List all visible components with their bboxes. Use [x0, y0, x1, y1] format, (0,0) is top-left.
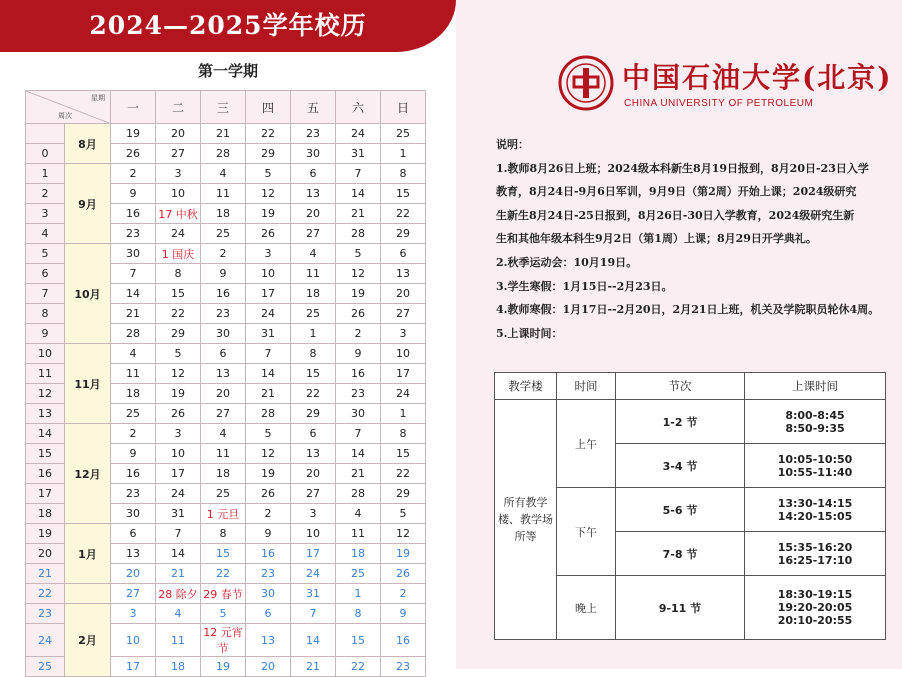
calendar-day: 26 — [246, 224, 291, 244]
calendar-day: 1 国庆 — [156, 244, 201, 264]
calendar-day: 9 — [381, 604, 426, 624]
calendar-day: 27 — [381, 304, 426, 324]
calendar-day: 26 — [246, 484, 291, 504]
calendar-day: 2 — [111, 164, 156, 184]
calendar-week-row — [26, 164, 426, 184]
time-range: 8:50-9:35 — [785, 421, 845, 435]
calendar-day: 30 — [246, 584, 291, 604]
calendar-day: 20 — [246, 657, 291, 677]
week-number: 13 — [26, 404, 65, 424]
calendar-day: 11 — [291, 264, 336, 284]
time-range: 10:05-10:50 — [777, 452, 853, 466]
calendar-day: 20 — [201, 384, 246, 404]
notes-line: 5.上课时间： — [496, 326, 563, 340]
calendar-day: 14 — [336, 184, 381, 204]
month-label: 1月 — [65, 524, 111, 584]
week-number: 12 — [26, 384, 65, 404]
calendar-day: 16 — [111, 464, 156, 484]
calendar-day: 14 — [246, 364, 291, 384]
calendar-day: 3 — [156, 424, 201, 444]
calendar-day: 10 — [381, 344, 426, 364]
notes-line: 生新生8月24日-25日报到，8月26日-30日入学教育，2024级研究生新 — [496, 208, 855, 222]
week-number: 1 — [26, 164, 65, 184]
calendar-day: 11 — [156, 624, 201, 657]
calendar-day: 21 — [201, 124, 246, 144]
calendar-day: 10 — [156, 444, 201, 464]
calendar-day: 25 — [291, 304, 336, 324]
calendar-day: 23 — [201, 304, 246, 324]
calendar-day: 17 — [246, 284, 291, 304]
calendar-day: 13 — [246, 624, 291, 657]
notes-line: 教育，8月24日-9月6日军训，9月9日（第2周）开始上课；2024级研究 — [496, 185, 857, 199]
calendar-week-row — [26, 524, 426, 544]
section-cell: 3-4 节 — [616, 444, 745, 488]
week-number: 22 — [26, 584, 65, 604]
calendar-day: 30 — [201, 324, 246, 344]
calendar-day: 12 — [381, 524, 426, 544]
calendar-week-row — [26, 424, 426, 444]
period-cell: 上午 — [557, 400, 616, 488]
calendar-day: 3 — [291, 504, 336, 524]
month-label: 9月 — [65, 164, 111, 244]
calendar-day: 4 — [336, 504, 381, 524]
semester-title: 第一学期 — [197, 62, 258, 80]
time-cell — [745, 532, 886, 576]
time-range: 16:25-17:10 — [777, 553, 853, 567]
week-number: 15 — [26, 444, 65, 464]
calendar-day: 28 — [336, 484, 381, 504]
calendar-day: 22 — [381, 464, 426, 484]
calendar-day: 18 — [111, 384, 156, 404]
calendar-day: 13 — [291, 184, 336, 204]
calendar-week-row — [26, 344, 426, 364]
calendar-day: 7 — [111, 264, 156, 284]
week-number: 17 — [26, 484, 65, 504]
calendar-day: 4 — [201, 424, 246, 444]
calendar-day: 18 — [201, 464, 246, 484]
calendar-day: 8 — [336, 604, 381, 624]
weekday-header: 五 — [291, 91, 336, 124]
page-title: 2024—2025学年校历 — [89, 11, 367, 40]
calendar-day: 29 — [156, 324, 201, 344]
calendar-day: 20 — [156, 124, 201, 144]
weekday-header: 二 — [156, 91, 201, 124]
calendar-day: 8 — [291, 344, 336, 364]
calendar-day: 15 — [381, 184, 426, 204]
calendar-day: 24 — [156, 484, 201, 504]
weekday-header: 三 — [201, 91, 246, 124]
week-number: 20 — [26, 544, 65, 564]
calendar-day: 24 — [156, 224, 201, 244]
calendar-day: 21 — [111, 304, 156, 324]
calendar-day: 25 — [381, 124, 426, 144]
calendar-day: 1 元旦 — [201, 504, 246, 524]
calendar-day: 19 — [336, 284, 381, 304]
time-range: 10:55-11:40 — [777, 465, 853, 479]
calendar-day: 10 — [111, 624, 156, 657]
week-number: 5 — [26, 244, 65, 264]
calendar-day: 26 — [156, 404, 201, 424]
calendar-day: 21 — [291, 657, 336, 677]
calendar-day: 7 — [246, 344, 291, 364]
calendar-day: 18 — [156, 657, 201, 677]
weekday-header: 六 — [336, 91, 381, 124]
week-number: 10 — [26, 344, 65, 364]
schedule-header: 上课时间 — [745, 373, 886, 400]
calendar-day: 7 — [291, 604, 336, 624]
calendar-day: 2 — [246, 504, 291, 524]
calendar-day: 23 — [336, 384, 381, 404]
calendar-day: 27 — [156, 144, 201, 164]
calendar-day: 17 — [156, 464, 201, 484]
calendar-day: 17 — [291, 544, 336, 564]
time-range: 8:00-8:45 — [785, 408, 845, 422]
calendar-day: 26 — [336, 304, 381, 324]
calendar-day: 3 — [111, 604, 156, 624]
schedule-body — [495, 400, 886, 640]
section-cell: 9-11 节 — [616, 576, 745, 640]
calendar-day: 21 — [246, 384, 291, 404]
calendar-day: 11 — [111, 364, 156, 384]
calendar-day: 6 — [291, 164, 336, 184]
calendar-day: 6 — [111, 524, 156, 544]
university-seal-icon — [558, 55, 614, 111]
calendar-day: 17 中秋 — [156, 204, 201, 224]
calendar-day: 30 — [111, 504, 156, 524]
calendar-table — [25, 90, 426, 677]
calendar-day: 28 — [111, 324, 156, 344]
calendar-day: 8 — [156, 264, 201, 284]
calendar-day: 7 — [336, 164, 381, 184]
calendar-day: 18 — [336, 544, 381, 564]
notes-line: 2.秋季运动会：10月19日。 — [496, 255, 638, 269]
calendar-day: 25 — [336, 564, 381, 584]
calendar-day: 23 — [111, 484, 156, 504]
week-number: 9 — [26, 324, 65, 344]
calendar-day: 12 — [246, 444, 291, 464]
calendar-day: 14 — [336, 444, 381, 464]
calendar-day: 16 — [336, 364, 381, 384]
notes-section — [496, 133, 888, 345]
week-header-label: 周次 — [58, 112, 72, 120]
calendar-day: 20 — [111, 564, 156, 584]
calendar-day: 23 — [381, 657, 426, 677]
calendar-day: 6 — [201, 344, 246, 364]
weekday-header: 日 — [381, 91, 426, 124]
notes-line: 生和其他年级本科生9月2日（第1周）上课；8月29日开学典礼。 — [496, 232, 817, 246]
calendar-day: 11 — [201, 444, 246, 464]
building-cell: 所有教学楼、教学场所等 — [495, 400, 557, 640]
calendar-day: 1 — [381, 144, 426, 164]
calendar-day: 27 — [291, 484, 336, 504]
time-range: 19:20-20:05 — [777, 601, 853, 614]
calendar-day: 27 — [201, 404, 246, 424]
calendar-day: 9 — [201, 264, 246, 284]
calendar-corner-cell — [26, 91, 111, 124]
university-name-cn: 中国石油大学(北京) — [622, 61, 893, 94]
calendar-day: 28 — [246, 404, 291, 424]
calendar-day: 16 — [111, 204, 156, 224]
calendar-day: 14 — [111, 284, 156, 304]
week-number: 3 — [26, 204, 65, 224]
calendar-day: 15 — [156, 284, 201, 304]
weekday-header: 一 — [111, 91, 156, 124]
weekday-header-label: 星期 — [91, 94, 105, 102]
week-number: 16 — [26, 464, 65, 484]
calendar-day: 31 — [246, 324, 291, 344]
calendar-day: 23 — [111, 224, 156, 244]
calendar-day: 18 — [201, 204, 246, 224]
calendar-day: 7 — [336, 424, 381, 444]
calendar-day: 29 春节 — [201, 584, 246, 604]
university-name-en: CHINA UNIVERSITY OF PETROLEUM — [624, 98, 814, 109]
week-number: 8 — [26, 304, 65, 324]
calendar-day: 5 — [336, 244, 381, 264]
calendar-day: 23 — [246, 564, 291, 584]
week-number — [26, 124, 65, 144]
calendar-day: 24 — [291, 564, 336, 584]
calendar-day: 6 — [246, 604, 291, 624]
calendar-day: 19 — [156, 384, 201, 404]
calendar-week-row — [26, 584, 426, 604]
calendar-day: 4 — [291, 244, 336, 264]
calendar-week-row — [26, 244, 426, 264]
calendar-day: 6 — [381, 244, 426, 264]
calendar-header-row — [26, 91, 426, 124]
calendar-day: 9 — [111, 444, 156, 464]
calendar-day: 25 — [111, 404, 156, 424]
calendar-day: 12 — [156, 364, 201, 384]
week-number: 4 — [26, 224, 65, 244]
week-number: 23 — [26, 604, 65, 624]
calendar-day: 16 — [381, 624, 426, 657]
calendar-day: 12 — [336, 264, 381, 284]
calendar-day: 4 — [156, 604, 201, 624]
calendar-day: 29 — [246, 144, 291, 164]
month-label: 11月 — [65, 344, 111, 424]
schedule-header: 节次 — [616, 373, 745, 400]
calendar-body — [26, 124, 426, 677]
calendar-day: 22 — [336, 657, 381, 677]
calendar-day: 15 — [381, 444, 426, 464]
calendar-day: 31 — [291, 584, 336, 604]
calendar-day: 6 — [291, 424, 336, 444]
section-cell: 1-2 节 — [616, 400, 745, 444]
calendar-day: 11 — [336, 524, 381, 544]
calendar-day: 24 — [381, 384, 426, 404]
schedule-header-row — [495, 373, 886, 400]
calendar-day: 18 — [291, 284, 336, 304]
calendar-day: 19 — [246, 204, 291, 224]
time-cell — [745, 488, 886, 532]
calendar-day: 5 — [381, 504, 426, 524]
calendar-day: 3 — [381, 324, 426, 344]
month-label: 12月 — [65, 424, 111, 524]
calendar-day: 22 — [201, 564, 246, 584]
calendar-day: 22 — [156, 304, 201, 324]
week-number: 6 — [26, 264, 65, 284]
period-cell: 下午 — [557, 488, 616, 576]
week-number: 0 — [26, 144, 65, 164]
calendar-day: 29 — [381, 484, 426, 504]
schedule-header: 教学楼 — [495, 373, 557, 400]
week-number: 18 — [26, 504, 65, 524]
calendar-day: 27 — [291, 224, 336, 244]
calendar-day: 2 — [201, 244, 246, 264]
calendar-day: 3 — [246, 244, 291, 264]
calendar-day: 19 — [201, 657, 246, 677]
week-number: 2 — [26, 184, 65, 204]
weekday-header: 四 — [246, 91, 291, 124]
calendar-day: 5 — [246, 164, 291, 184]
calendar-day: 5 — [156, 344, 201, 364]
week-number: 21 — [26, 564, 65, 584]
calendar-day: 1 — [336, 584, 381, 604]
calendar-day: 17 — [381, 364, 426, 384]
calendar-day: 24 — [336, 124, 381, 144]
calendar-day: 30 — [291, 144, 336, 164]
calendar-day: 1 — [381, 404, 426, 424]
calendar-day: 4 — [111, 344, 156, 364]
time-range: 13:30-14:15 — [777, 496, 853, 510]
calendar-day: 14 — [156, 544, 201, 564]
calendar-day: 10 — [246, 264, 291, 284]
calendar-day: 21 — [156, 564, 201, 584]
calendar-day: 11 — [201, 184, 246, 204]
calendar-day: 13 — [201, 364, 246, 384]
calendar-day: 22 — [291, 384, 336, 404]
month-label: 2月 — [65, 604, 111, 677]
week-number: 11 — [26, 364, 65, 384]
week-number: 25 — [26, 657, 65, 677]
calendar-day: 9 — [246, 524, 291, 544]
calendar-day: 1 — [291, 324, 336, 344]
calendar-day: 2 — [336, 324, 381, 344]
period-cell: 晚上 — [557, 576, 616, 640]
calendar-week-row — [26, 604, 426, 624]
calendar-day: 9 — [336, 344, 381, 364]
calendar-day: 10 — [156, 184, 201, 204]
calendar-day: 19 — [111, 124, 156, 144]
section-cell: 5-6 节 — [616, 488, 745, 532]
calendar-day: 15 — [336, 624, 381, 657]
calendar-day: 25 — [201, 224, 246, 244]
calendar-day: 20 — [381, 284, 426, 304]
calendar-day: 30 — [336, 404, 381, 424]
calendar-day: 31 — [156, 504, 201, 524]
calendar-day: 26 — [381, 564, 426, 584]
calendar-day: 15 — [291, 364, 336, 384]
calendar-day: 17 — [111, 657, 156, 677]
calendar-day: 16 — [201, 284, 246, 304]
notes-line: 3.学生寒假：1月15日--2月23日。 — [496, 279, 673, 293]
week-number: 7 — [26, 284, 65, 304]
calendar-day: 28 除夕 — [156, 584, 201, 604]
calendar-day: 22 — [381, 204, 426, 224]
week-number: 19 — [26, 524, 65, 544]
calendar-day: 30 — [111, 244, 156, 264]
calendar-day: 12 — [246, 184, 291, 204]
calendar-day: 10 — [291, 524, 336, 544]
calendar-day: 31 — [336, 144, 381, 164]
calendar-day: 13 — [291, 444, 336, 464]
time-range: 15:35-16:20 — [777, 540, 853, 554]
calendar-day: 14 — [291, 624, 336, 657]
calendar-day: 5 — [246, 424, 291, 444]
month-label: 10月 — [65, 244, 111, 344]
calendar-day: 15 — [201, 544, 246, 564]
notes-line: 1.教师8月26日上班；2024级本科新生8月19日报到，8月20日-23日入学 — [496, 161, 869, 175]
notes-line: 说明： — [496, 138, 529, 151]
calendar-week-row — [26, 124, 426, 144]
calendar-day: 5 — [201, 604, 246, 624]
calendar-day: 19 — [381, 544, 426, 564]
calendar-day: 20 — [291, 204, 336, 224]
calendar-day: 8 — [201, 524, 246, 544]
calendar-day: 13 — [381, 264, 426, 284]
calendar-day: 24 — [246, 304, 291, 324]
calendar-day: 13 — [111, 544, 156, 564]
calendar-day: 22 — [246, 124, 291, 144]
calendar-day: 28 — [336, 224, 381, 244]
calendar-day: 19 — [246, 464, 291, 484]
calendar-day: 21 — [336, 464, 381, 484]
calendar-day: 12 元宵节 — [201, 624, 246, 657]
time-cell — [745, 400, 886, 444]
week-number: 24 — [26, 624, 65, 657]
month-label: 8月 — [65, 124, 111, 164]
calendar-day: 29 — [291, 404, 336, 424]
week-number: 14 — [26, 424, 65, 444]
calendar-day: 25 — [201, 484, 246, 504]
month-label — [65, 584, 111, 604]
time-cell — [745, 576, 886, 640]
notes-line: 4.教师寒假：1月17日--2月20日，2月21日上班，机关及学院职员轮休4周。 — [496, 303, 880, 317]
calendar-day: 4 — [201, 164, 246, 184]
calendar-day: 28 — [201, 144, 246, 164]
time-range: 14:20-15:05 — [777, 509, 853, 523]
schedule-row — [495, 400, 886, 444]
calendar-day: 21 — [336, 204, 381, 224]
calendar-day: 16 — [246, 544, 291, 564]
calendar-day: 9 — [111, 184, 156, 204]
calendar-day: 2 — [381, 584, 426, 604]
calendar-day: 8 — [381, 164, 426, 184]
schedule-header: 时间 — [557, 373, 616, 400]
calendar-day: 26 — [111, 144, 156, 164]
calendar-day: 2 — [111, 424, 156, 444]
calendar-day: 8 — [381, 424, 426, 444]
calendar-day: 27 — [111, 584, 156, 604]
time-range: 18:30-19:15 — [777, 588, 853, 601]
calendar-day: 29 — [381, 224, 426, 244]
calendar-day: 23 — [291, 124, 336, 144]
calendar-day: 20 — [291, 464, 336, 484]
class-schedule-table — [494, 372, 886, 640]
calendar-day: 7 — [156, 524, 201, 544]
section-cell: 7-8 节 — [616, 532, 745, 576]
calendar-day: 3 — [156, 164, 201, 184]
time-range: 20:10-20:55 — [777, 614, 853, 627]
time-cell — [745, 444, 886, 488]
